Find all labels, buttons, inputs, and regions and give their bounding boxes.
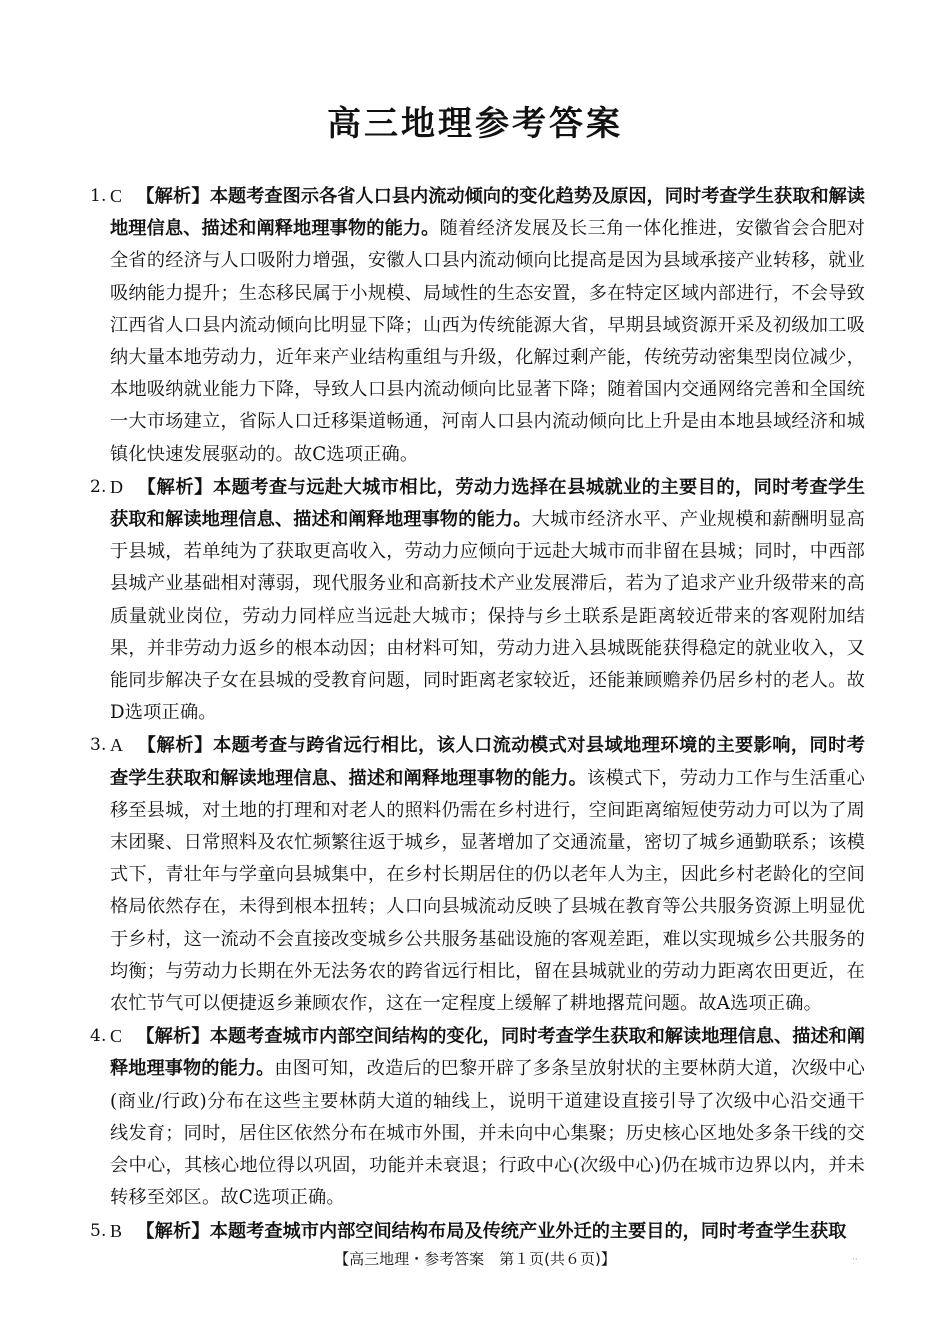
answer-choice: A — [110, 735, 124, 756]
page-footer: 【高三地理・参考答案 第１页(共６页)】 — [334, 1250, 616, 1268]
analysis-tag: 【解析】 — [136, 186, 210, 207]
analysis-lead: 本题考查城市内部空间结构布局及传统产业外迁的主要目的，同时考查学生获取 — [209, 1220, 847, 1242]
page-title: 高三地理参考答案 — [327, 104, 623, 144]
analysis-body: 大城市经济水平、产业规模和薪酬明显高于县城，若单纯为了获取更高收入，劳动力应倾向于远赴大城市而非留在县城；同时，中西部县城产业基础相对薄弱，现代服务业和高新技术产业发展滞后，若为了追求产业升级带来的高质量就业岗位，劳动力同样应当远赴大城市；保持与乡土联系是距离较近带来的客观附加结果，并非劳动力返乡的根本动因；由材料可知，劳动力进入县城既能获得稳定的就业收入，又能同步解决子女在县城的受教育问题，同时距离老家较近，还能兼顾赡养仍居乡村的老人。故D选项正确。 — [110, 509, 865, 724]
answer-item-3 — [90, 729, 865, 1020]
answer-item-5 — [90, 1215, 865, 1248]
analysis-tag: 【解析】 — [137, 476, 214, 498]
analysis-tag: 【解析】 — [136, 1026, 210, 1048]
question-number: 4. — [90, 1026, 107, 1047]
question-number: 5. — [90, 1220, 107, 1241]
analysis-body: 由图可知，改造后的巴黎开辟了多条呈放射状的主要林荫大道，次级中心(商业/行政)分布在这些主要林荫大道的轴线上，说明干道建设直接引导了次级中心沿交通干线发育；同时，居住区依然分布在城市外围，并未向中心集聚；历史核心区地处多条干线的交会中心，其核心地位得以巩固，功能并未衰退；行政中心(次级中心)仍在城市边界以内，并未转移至郊区。故C选项正确。 — [110, 1058, 865, 1209]
analysis-lead: 本题考查与远赴大城市相比，劳动力选择在县城就业的主要目的，同时考查学生获取和解读地理信息、描述和阐释地理事物的能力。 — [110, 476, 865, 531]
answer-list — [90, 180, 865, 1248]
analysis-tag: 【解析】 — [137, 735, 214, 757]
answer-choice: D — [110, 476, 124, 497]
answer-choice: C — [110, 1026, 123, 1047]
analysis-tag: 【解析】 — [136, 1220, 210, 1242]
question-number: 2. — [90, 476, 107, 497]
analysis-body: 该模式下，劳动力工作与生活重心移至县城，对土地的打理和对老人的照料仍需在乡村进行，空间距离缩短使劳动力可以为了周末团聚、日常照料及农忙频繁往返于城乡，显著增加了交通流量，密切了城乡通勤联系；该模式下，青壮年与学童向县城集中，在乡村长期居住的仍以老年人为主，因此乡村老龄化的空间格局依然存在，未得到根本扭转；人口向县城流动反映了县城在教育等公共服务资源上明显优于乡村，这一流动不会直接改变城乡公共服务基础设施的客观差距，难以实现城乡公共服务的均衡；与劳动力长期在外无法务农的跨省远行相比，留在县城就业的劳动力距离农田更近，在农忙节气可以便捷返乡兼顾农作，这在一定程度上缓解了耕地撂荒问题。故A选项正确。 — [110, 767, 865, 1015]
analysis-lead: 本题考查与跨省远行相比，该人口流动模式对县域地理环境的主要影响，同时考查学生获取和解读地理信息、描述和阐释地理事物的能力。 — [110, 735, 865, 789]
analysis-lead: 本题考查图示各省人口县内流动倾向的变化趋势及原因，同时考查学生获取和解读地理信息、描述和阐释地理事物的能力。 — [110, 186, 865, 240]
answer-item-2 — [90, 471, 865, 730]
answer-item-4 — [90, 1020, 865, 1214]
analysis-lead: 本题考查城市内部空间结构的变化，同时考查学生获取和解读地理信息、描述和阐释地理事物的能力。 — [110, 1026, 865, 1080]
question-number: 1. — [90, 186, 107, 206]
answer-choice: C — [110, 186, 123, 206]
analysis-body: 随着经济发展及长三角一体化推进，安徽省会合肥对全省的经济与人口吸附力增强，安徽人口县内流动倾向比提高是因为县域承接产业转移，就业吸纳能力提升；生态移民属于小规模、局域性的生态安置，多在特定区域内部进行，不会导致江西省人口县内流动倾向比明显下降；山西为传统能源大省，早期县域资源开采及初级加工吸纳大量本地劳动力，近年来产业结构重组与升级，化解过剩产能，传统劳动密集型岗位减少，本地吸纳就业能力下降，导致人口县内流动倾向比显著下降；随着国内交通网络完善和全国统一大市场建立，省际人口迁移渠道畅通，河南人口县内流动倾向比上升是由本地县域经济和城镇化快速发展驱动的。故C选项正确。 — [110, 218, 865, 465]
answer-choice: B — [110, 1220, 123, 1241]
answer-item-1 — [90, 180, 865, 471]
corner-mark: ·· — [852, 1255, 858, 1265]
question-number: 3. — [90, 735, 107, 756]
